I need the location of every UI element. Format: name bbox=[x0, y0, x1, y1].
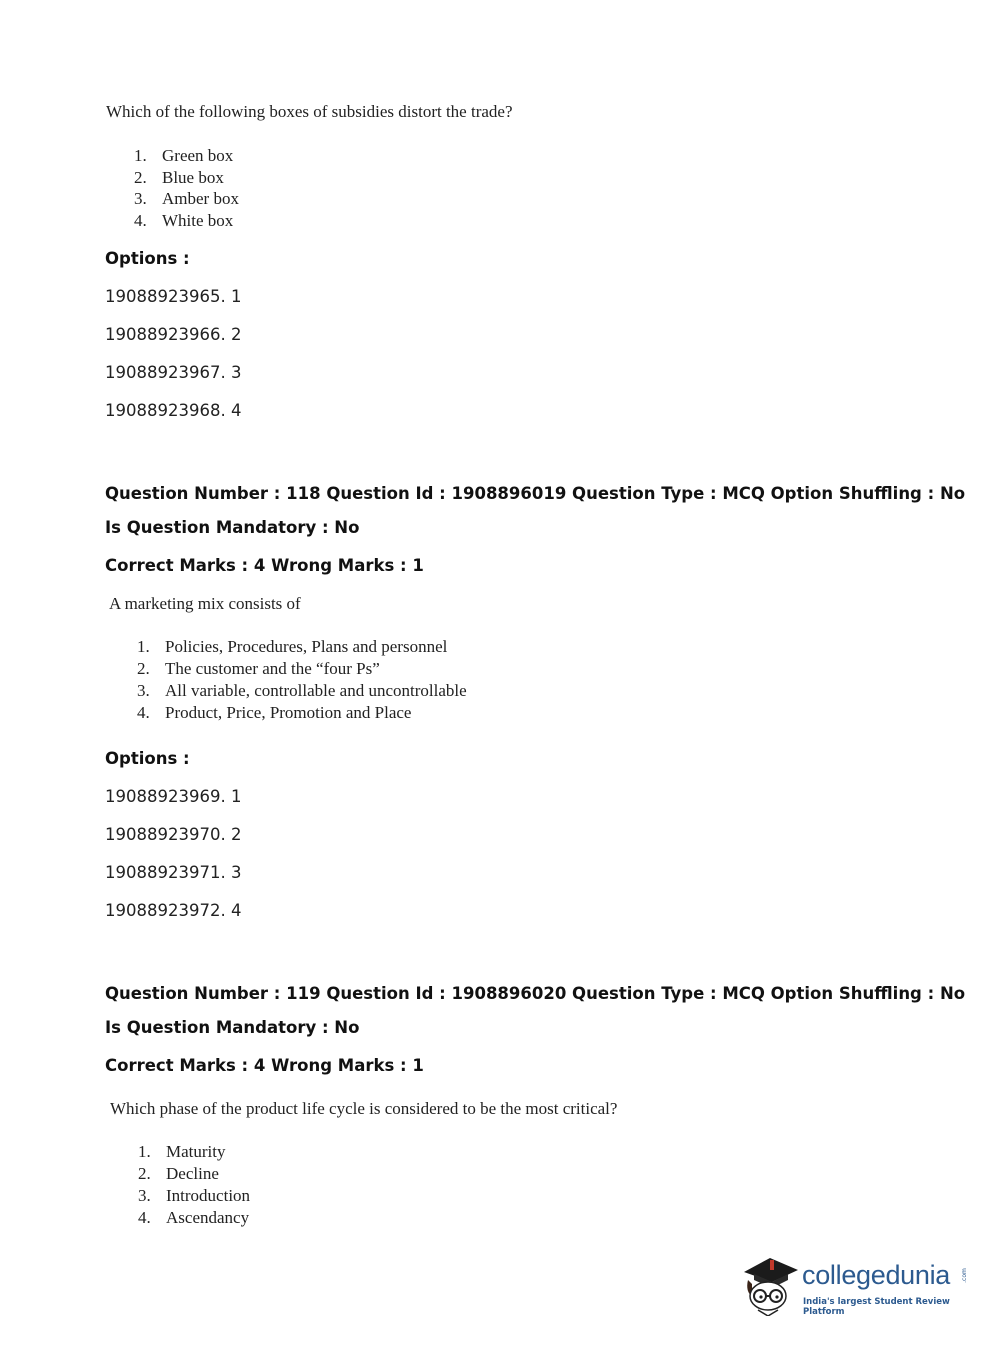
question-header: Question Number : 119 Question Id : 1908896020 Question Type : MCQ Option Shuffling : No bbox=[105, 984, 966, 1003]
question-text: Which phase of the product life cycle is considered to be the most critical? bbox=[110, 1099, 618, 1118]
answer-list-item: 3. Amber box bbox=[134, 189, 239, 208]
question-text: Which of the following boxes of subsidies distort the trade? bbox=[106, 102, 513, 121]
answer-list-item: 1. Policies, Procedures, Plans and personnel bbox=[137, 637, 448, 656]
answer-list-item: 4. Product, Price, Promotion and Place bbox=[137, 703, 412, 722]
option-id: 19088923966. 2 bbox=[105, 325, 242, 344]
question-header: Question Number : 118 Question Id : 1908896019 Question Type : MCQ Option Shuffling : No bbox=[105, 484, 966, 503]
question-marks: Correct Marks : 4 Wrong Marks : 1 bbox=[105, 1056, 424, 1075]
option-id: 19088923969. 1 bbox=[105, 787, 242, 806]
answer-list-item: 3. Introduction bbox=[138, 1186, 251, 1205]
answer-list-item: 4. White box bbox=[134, 211, 234, 230]
answer-list-item: 2. Blue box bbox=[134, 168, 224, 187]
question-marks: Correct Marks : 4 Wrong Marks : 1 bbox=[105, 556, 424, 575]
answer-list-item: 2. The customer and the “four Ps” bbox=[137, 659, 380, 678]
logo-tagline: India's largest Student Review Platform bbox=[803, 1297, 950, 1317]
answer-list-item: 2. Decline bbox=[138, 1164, 219, 1183]
logo-suffix: .com bbox=[960, 1268, 968, 1283]
option-id: 19088923967. 3 bbox=[105, 363, 242, 382]
answer-list-item: 1. Green box bbox=[134, 146, 234, 165]
question-mandatory: Is Question Mandatory : No bbox=[105, 518, 360, 537]
option-id: 19088923970. 2 bbox=[105, 825, 242, 844]
answer-list-item: 3. All variable, controllable and uncontrollable bbox=[137, 681, 467, 700]
question-mandatory: Is Question Mandatory : No bbox=[105, 1018, 360, 1037]
option-id: 19088923971. 3 bbox=[105, 863, 242, 882]
option-id: 19088923968. 4 bbox=[105, 401, 242, 420]
collegedunia-logo[interactable] bbox=[740, 1250, 980, 1320]
answer-list-item: 4. Ascendancy bbox=[138, 1208, 250, 1227]
options-label: Options : bbox=[105, 749, 190, 768]
option-id: 19088923965. 1 bbox=[105, 287, 242, 306]
question-text: A marketing mix consists of bbox=[109, 594, 301, 613]
option-id: 19088923972. 4 bbox=[105, 901, 242, 920]
logo-wordmark: collegedunia bbox=[802, 1260, 951, 1290]
answer-list-item: 1. Maturity bbox=[138, 1142, 226, 1161]
options-label: Options : bbox=[105, 249, 190, 268]
mascot-graduation-cap-icon bbox=[740, 1250, 802, 1316]
